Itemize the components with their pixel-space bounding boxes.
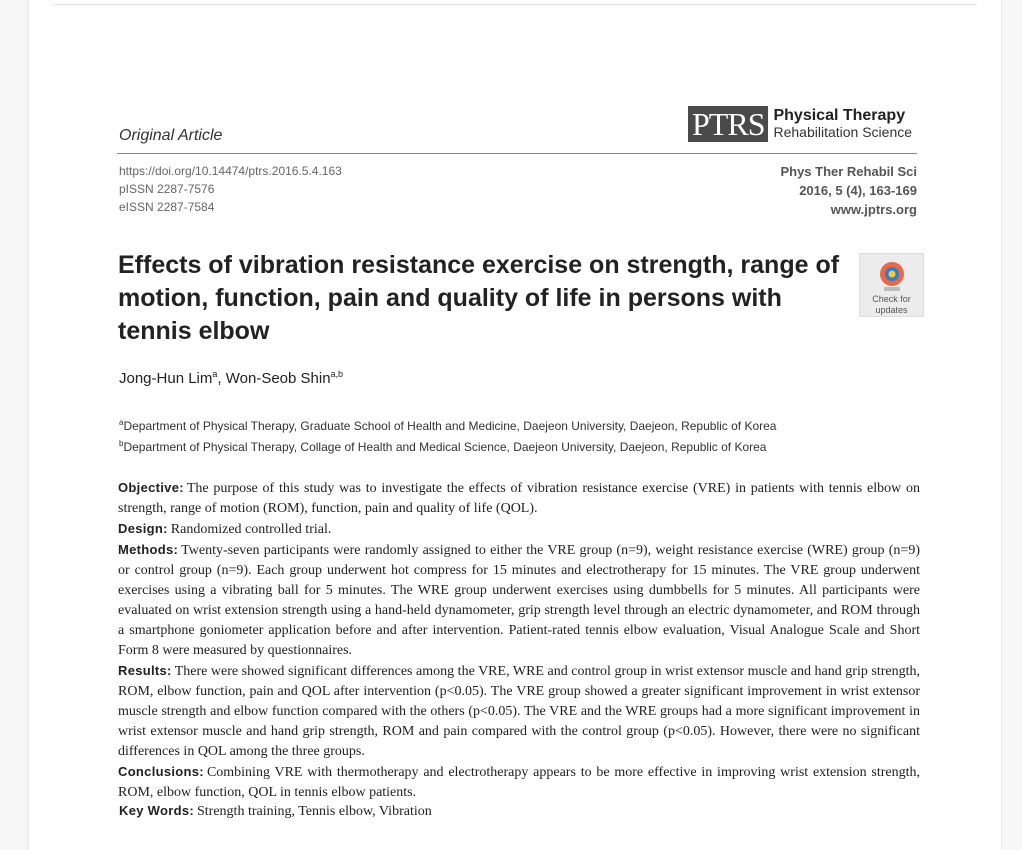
authors [119, 369, 343, 387]
header-rule [117, 153, 917, 154]
citation-journal: Phys Ther Rehabil Sci [780, 164, 917, 179]
doi-link[interactable]: https://doi.org/10.14474/ptrs.2016.5.4.163 [119, 164, 342, 178]
affil-text: Department of Physical Therapy, Collage of Health and Medical Science, Daejeon University, Daejeon, Republic of Korea [123, 440, 767, 454]
journal-website[interactable]: www.jptrs.org [830, 202, 917, 217]
affiliation-item [119, 414, 776, 435]
identifiers [119, 162, 342, 216]
citation-info [780, 162, 917, 219]
abstract-label: Conclusions: [118, 764, 204, 779]
journal-name-line1: Physical Therapy [773, 107, 906, 124]
abstract-methods [118, 540, 920, 661]
check-updates-icon [876, 259, 908, 293]
citation-volume: 2016, 5 (4), 163-169 [799, 183, 917, 198]
author-separator: , [217, 370, 226, 387]
keywords [119, 803, 432, 820]
author-name: Won-Seob Shin [225, 370, 331, 387]
journal-logo-mark: PTRS [688, 106, 768, 142]
affiliation-item [119, 435, 776, 456]
keywords-label: Key Words: [119, 803, 194, 818]
affil-text: Department of Physical Therapy, Graduate School of Health and Medicine, Daejeon University, Daejeon, Republic of Korea [123, 419, 777, 433]
section-label: Original Article [119, 127, 223, 144]
article-title: Effects of vibration resistance exercise on strength, range of motion, function, pain and quality of life in persons with tennis elbow [118, 251, 840, 345]
affiliations [119, 414, 776, 456]
article-page [28, 0, 1002, 850]
abstract-text: The purpose of this study was to investigate the effects of vibration resistance exercise (VRE) in patients with tennis elbow on strength, range of motion (ROM), function, pain and quality of life (QOL). [118, 481, 920, 516]
check-for-updates-badge[interactable] [859, 253, 924, 317]
abstract-objective [118, 478, 920, 519]
eissn: eISSN 2287-7584 [119, 200, 215, 214]
author-affil-sup: a [212, 369, 218, 379]
abstract-label: Objective: [118, 480, 184, 495]
abstract-design [118, 519, 920, 540]
abstract-text: There were showed significant differences among the VRE, WRE and control group in wrist extensor muscle and hand grip strength, ROM, elbow function, pain and QOL after intervention (p<0.05). The VRE group showed a greater significant improvement in wrist extensor muscle strength and elbow function compared with the others (p<0.05). The VRE and the WRE groups had a more significant improvement in wrist extensor muscle and hand grip strength, ROM and pain compared with the control group (p<0.05). However, there were no significant differences in QOL among the three groups. [118, 664, 920, 759]
affil-sup: b [119, 439, 124, 448]
abstract-conclusions [118, 762, 920, 803]
journal-logo [688, 106, 912, 142]
abstract-text: Combining VRE with thermotherapy and electrotherapy appears to be more effective in improving wrist extension strength, ROM, elbow function, QOL in tennis elbow patients. [118, 765, 920, 800]
abstract-text: Randomized controlled trial. [170, 522, 332, 537]
abstract-label: Design: [118, 521, 168, 536]
abstract-text: Twenty-seven participants were randomly assigned to either the VRE group (n=9), weight resistance exercise (WRE) group (n=9) or control group (n=9). Each group underwent hot compress for 15 minutes and electrotherapy for 15 minutes. The VRE group underwent exercises using a vibrating ball for 5 minutes. The WRE group underwent exercises using dumbbells for 5 minutes. All participants were evaluated on wrist extension strength using a hand-held dynamometer, grip strength level through an electric dynamometer, and ROM through a smartphone goniometer application before and after intervention. Patient-rated tennis elbow evaluation, Visual Analogue Scale and Short Form 8 were measured by questionnaires. [118, 543, 920, 658]
keywords-text: Strength training, Tennis elbow, Vibration [197, 804, 432, 819]
top-divider [53, 4, 977, 5]
abstract [118, 478, 920, 803]
pissn: pISSN 2287-7576 [119, 182, 215, 196]
check-updates-line2: updates [875, 305, 908, 315]
author-name: Jong-Hun Lim [119, 370, 213, 387]
author-affil-sup: a,b [330, 369, 344, 379]
abstract-label: Results: [118, 663, 172, 678]
abstract-results [118, 661, 920, 762]
affil-sup: a [119, 418, 124, 427]
journal-name-line2: Rehabilitation Science [773, 124, 913, 140]
abstract-label: Methods: [118, 542, 179, 557]
journal-logo-text [773, 107, 912, 141]
check-updates-line1: Check for [872, 294, 911, 304]
